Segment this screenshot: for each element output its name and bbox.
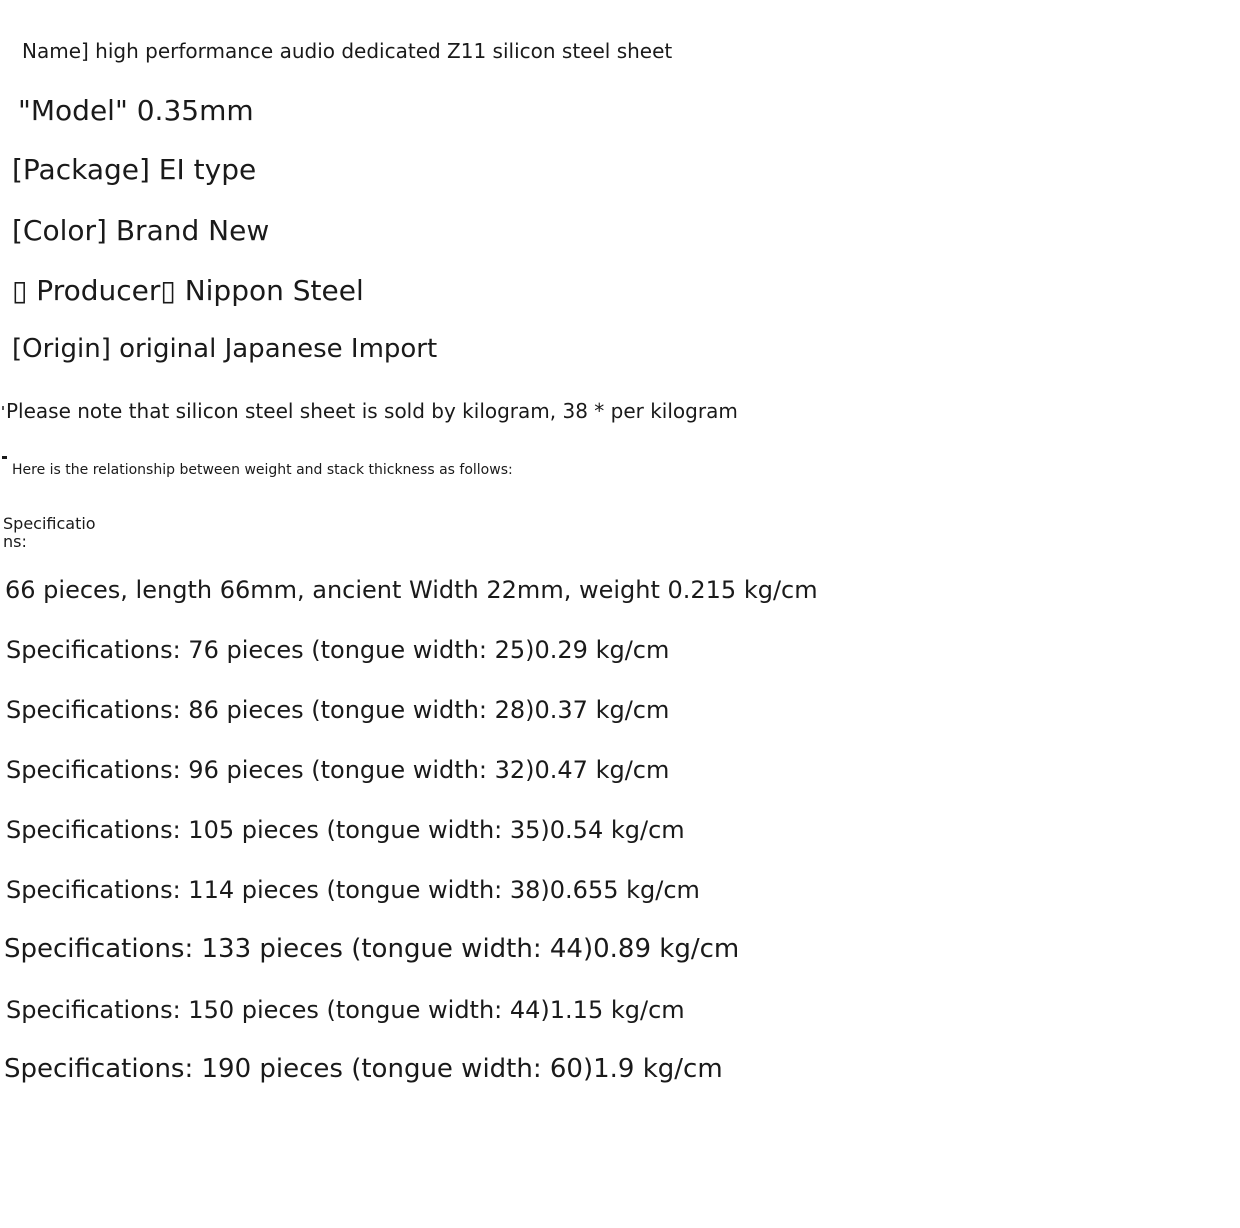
spec-row: Specifications: 150 pieces (tongue width: 44)1.15 kg/cm bbox=[6, 996, 685, 1024]
origin-line: [Origin] original Japanese Import bbox=[12, 334, 438, 364]
spec-row: 66 pieces, length 66mm, ancient Width 22mm, weight 0.215 kg/cm bbox=[5, 576, 818, 604]
spec-row: Specifications: 114 pieces (tongue width: 38)0.655 kg/cm bbox=[6, 876, 700, 904]
spec-row: Specifications: 76 pieces (tongue width: 25)0.29 kg/cm bbox=[6, 636, 670, 664]
specifications-label: Specifications: bbox=[3, 514, 96, 551]
producer-line: ▯ Producer▯ Nippon Steel bbox=[12, 274, 364, 307]
package-line: [Package] EI type bbox=[12, 153, 257, 186]
spec-row: Specifications: 105 pieces (tongue width: 35)0.54 kg/cm bbox=[6, 816, 685, 844]
product-name-line: Name] high performance audio dedicated Z11 silicon steel sheet bbox=[22, 39, 673, 63]
model-line: "Model" 0.35mm bbox=[18, 94, 254, 127]
spec-row: Specifications: 86 pieces (tongue width: 28)0.37 kg/cm bbox=[6, 696, 670, 724]
spec-row: Specifications: 133 pieces (tongue width: 44)0.89 kg/cm bbox=[4, 934, 740, 964]
note-marker bbox=[2, 406, 4, 410]
pricing-note: Please note that silicon steel sheet is sold by kilogram, 38 * per kilogram bbox=[6, 399, 738, 423]
relationship-heading: Here is the relationship between weight and stack thickness as follows: bbox=[12, 462, 513, 478]
bullet-marker bbox=[2, 456, 7, 459]
spec-row: Specifications: 96 pieces (tongue width: 32)0.47 kg/cm bbox=[6, 756, 670, 784]
spec-row: Specifications: 190 pieces (tongue width: 60)1.9 kg/cm bbox=[4, 1054, 723, 1084]
color-line: [Color] Brand New bbox=[12, 214, 270, 247]
